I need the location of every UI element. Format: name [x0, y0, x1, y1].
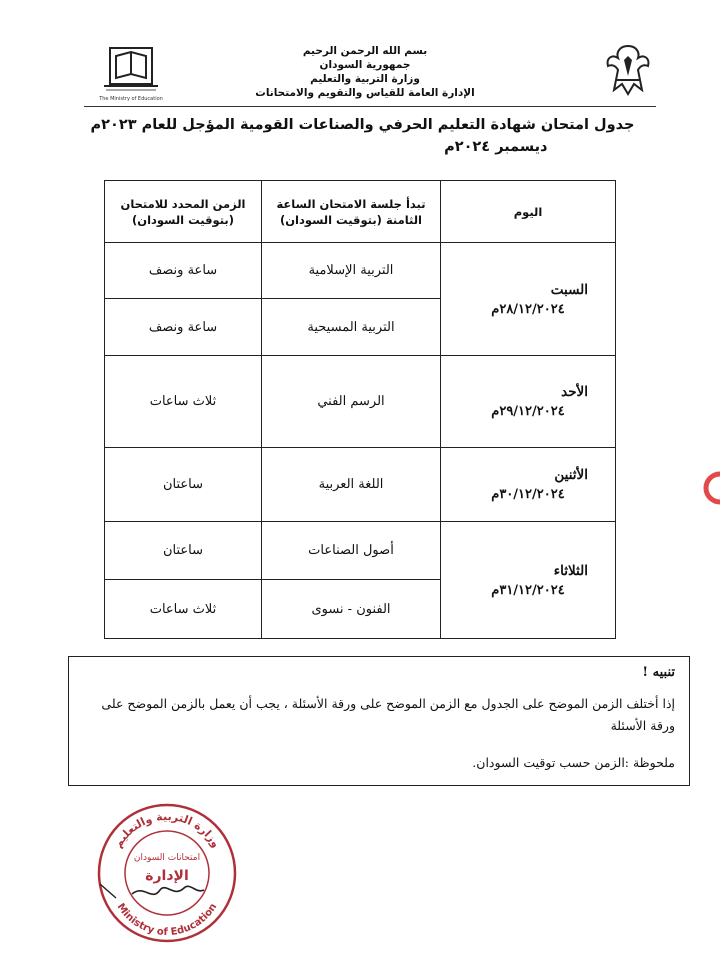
day-name: الأثنين	[554, 467, 588, 483]
stamp-inner-text: امتحانات السودان	[133, 853, 201, 863]
letterhead	[240, 44, 490, 100]
day-name: الأحد	[561, 384, 588, 400]
header-day: اليوم	[441, 181, 616, 243]
table-row	[105, 522, 616, 580]
table-row	[105, 243, 616, 299]
watermark-logo-icon	[702, 468, 720, 508]
header-session: تبدأ جلسة الامتحان الساعة الثامنة (بتوقيت السودان)	[262, 181, 441, 243]
day-date: ٢٨/١٢/٢٠٢٤م	[491, 301, 565, 317]
subject-cell: التربية الإسلامية	[262, 243, 441, 299]
duration-cell: ساعتان	[105, 448, 262, 522]
title-line-2: ديسمبر ٢٠٢٤م	[444, 139, 548, 155]
day-date: ٣٠/١٢/٢٠٢٤م	[491, 487, 565, 502]
country-name: جمهورية السودان	[319, 59, 411, 71]
subject-cell: اللغة العربية	[262, 448, 441, 522]
notice-note: ملحوظة :الزمن حسب توقيت السودان.	[472, 755, 675, 770]
day-date: ٢٩/١٢/٢٠٢٤م	[491, 404, 565, 419]
header-duration: الزمن المحدد للامتحان (بتوقيت السودان)	[105, 181, 262, 243]
day-cell	[441, 522, 616, 639]
subject-cell: التربية المسيحية	[262, 299, 441, 356]
subject-cell: أصول الصناعات	[262, 522, 441, 580]
sudan-emblem-icon	[598, 40, 658, 100]
title-line-1: جدول امتحان شهادة التعليم الحرفي والصناعات القومية المؤجل للعام ٢٠٢٣م	[90, 117, 635, 133]
duration-cell: ساعة ونصف	[105, 299, 262, 356]
department-name: الإدارة العامة للقياس والتقويم والامتحانات	[255, 87, 475, 99]
day-cell	[441, 448, 616, 522]
duration-cell: ساعتان	[105, 522, 262, 580]
day-date: ٣١/١٢/٢٠٢٤م	[491, 582, 565, 598]
schedule-table-container	[104, 180, 616, 638]
emblem-caption: The Ministry of Education	[99, 96, 163, 102]
duration-cell: ثلاث ساعات	[105, 356, 262, 448]
ministry-book-icon	[96, 42, 166, 104]
subject-cell: الفنون - نسوى	[262, 580, 441, 639]
table-row	[105, 356, 616, 448]
stamp-center-text: الإدارة	[145, 868, 189, 884]
basmala: بسم الله الرحمن الرحيم	[302, 45, 428, 57]
stamp-outer-text: وزارة التربية والتعليم	[111, 809, 223, 850]
day-cell	[441, 243, 616, 356]
page-title	[90, 114, 635, 158]
duration-cell: ثلاث ساعات	[105, 580, 262, 639]
schedule-table	[104, 180, 616, 639]
official-stamp	[92, 798, 242, 948]
subject-cell: الرسم الفني	[262, 356, 441, 448]
stamp-bottom-text: Ministry of Education	[114, 901, 220, 939]
day-name: السبت	[550, 281, 588, 298]
signature	[132, 886, 204, 894]
notice-text: إذا أختلف الزمن الموضح على الجدول مع الزمن الموضح على ورقة الأسئلة ، يجب أن يعمل بالزمن الموضح على ورقة الأسئلة	[101, 696, 675, 733]
duration-cell: ساعة ونصف	[105, 243, 262, 299]
day-cell	[441, 356, 616, 448]
table-row	[105, 448, 616, 522]
notice-box	[68, 656, 690, 786]
day-name: الثلاثاء	[553, 562, 588, 579]
table-header-row	[105, 181, 616, 243]
header-divider	[84, 106, 656, 107]
ministry-name: وزارة التربية والتعليم	[310, 73, 420, 85]
notice-title: تنبيه !	[642, 665, 675, 680]
